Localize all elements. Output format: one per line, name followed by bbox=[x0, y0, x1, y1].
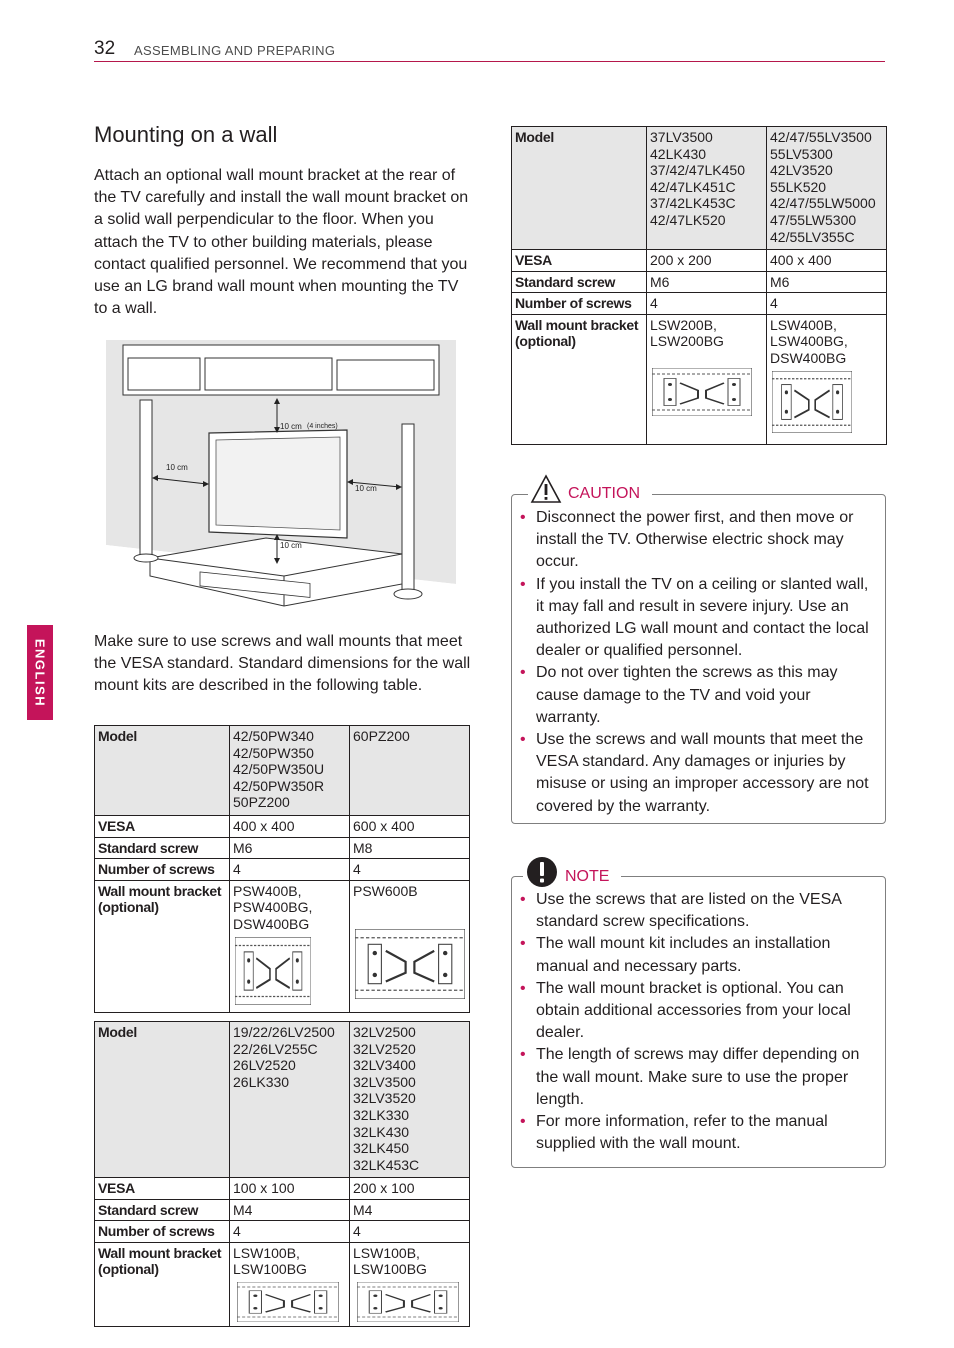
row-label-count: Number of screws bbox=[95, 1221, 230, 1243]
screw-cell: M6 bbox=[767, 271, 887, 293]
warning-triangle-icon bbox=[530, 474, 562, 504]
note-item: • Use the screws that are listed on the VESA standard screw specifications. bbox=[511, 889, 876, 933]
cabinet-door-right bbox=[337, 360, 434, 390]
note-item: • The wall mount kit includes an installation manual and necessary parts. bbox=[511, 933, 876, 977]
row-label-count: Number of screws bbox=[95, 859, 230, 881]
row-label-screw: Standard screw bbox=[95, 1199, 230, 1221]
vesa-paragraph: Make sure to use screws and wall mounts that meet the VESA standard. Standard dimensions for the wall mount kits are described in the following table. bbox=[94, 633, 471, 695]
spec-table-1 bbox=[94, 725, 470, 1013]
row-label-bracket: Wall mount bracket (optional) bbox=[95, 1242, 230, 1326]
speaker-right bbox=[402, 424, 414, 592]
note-heading: NOTE bbox=[559, 868, 617, 888]
caution-item: • Use the screws and wall mounts that meet the VESA standard. Any damages or injuries by misuse or using an improper accessory are not covered by the warranty. bbox=[511, 729, 876, 818]
count-cell: 4 bbox=[230, 859, 350, 881]
screw-cell: M4 bbox=[350, 1199, 470, 1221]
caution-item: • Disconnect the power first, and then move or install the TV. Otherwise electric shock may occur. bbox=[511, 507, 876, 574]
count-cell: 4 bbox=[350, 859, 470, 881]
model-cell: 19/22/26LV2500 22/26LV255C 26LV2520 26LK330 bbox=[230, 1022, 350, 1178]
cabinet-door-left bbox=[128, 358, 200, 390]
bracket-image bbox=[235, 937, 311, 1005]
row-label-count: Number of screws bbox=[512, 293, 647, 315]
screw-cell: M4 bbox=[230, 1199, 350, 1221]
row-label-model: Model bbox=[95, 1022, 230, 1178]
bracket-image bbox=[237, 1282, 339, 1322]
speaker-left bbox=[140, 400, 152, 558]
model-cell: 42/50PW340 42/50PW350 42/50PW350U 42/50PW350R 50PZ200 bbox=[230, 726, 350, 816]
language-tab-label: ENGLISH bbox=[32, 638, 48, 707]
row-label-bracket: Wall mount bracket (optional) bbox=[512, 314, 647, 444]
screw-cell: M6 bbox=[647, 271, 767, 293]
bracket-image bbox=[357, 1282, 459, 1322]
bracket-image bbox=[355, 929, 465, 999]
row-label-vesa: VESA bbox=[512, 250, 647, 272]
row-label-vesa: VESA bbox=[95, 1178, 230, 1200]
bracket-cell: LSW100B, LSW100BG bbox=[350, 1242, 470, 1326]
model-cell: 37LV3500 42LK430 37/42/47LK450 42/47LK451C 37/42LK453C 42/47LK520 bbox=[647, 127, 767, 250]
caution-item: • Do not over tighten the screws as this may cause damage to the TV and void your warranty. bbox=[511, 662, 876, 729]
spec-table-3 bbox=[511, 126, 887, 445]
note-header bbox=[523, 856, 621, 888]
page-number: 32 bbox=[94, 38, 116, 59]
intro-paragraph: Attach an optional wall mount bracket at the rear of the TV carefully and install the wall mount bracket on a solid wall perpendicular to the floor. When you attach the TV to other building materials, please contact qualified personnel. We recommend that you use an LG brand wall mount when mounting the TV to a wall. bbox=[94, 167, 469, 318]
note-list bbox=[511, 889, 876, 1155]
model-cell: 60PZ200 bbox=[350, 726, 470, 816]
vesa-cell: 100 x 100 bbox=[230, 1178, 350, 1200]
bracket-cell: LSW200B, LSW200BG bbox=[647, 314, 767, 444]
count-cell: 4 bbox=[350, 1221, 470, 1243]
note-item: • The length of screws may differ depending on the wall mount. Make sure to use the proper length. bbox=[511, 1044, 876, 1111]
cabinet-door-middle bbox=[205, 358, 332, 390]
row-label-model: Model bbox=[95, 726, 230, 816]
bracket-cell: LSW100B, LSW100BG bbox=[230, 1242, 350, 1326]
label-right: 10 cm bbox=[355, 484, 377, 493]
model-cell: 32LV2500 32LV2520 32LV3400 32LV3500 32LV3520 32LK330 32LK430 32LK450 32LK453C bbox=[350, 1022, 470, 1178]
header-rule bbox=[94, 61, 885, 62]
vesa-cell: 200 x 100 bbox=[350, 1178, 470, 1200]
page-title: Mounting on a wall bbox=[94, 122, 278, 147]
row-label-screw: Standard screw bbox=[95, 837, 230, 859]
screw-cell: M8 bbox=[350, 837, 470, 859]
screw-cell: M6 bbox=[230, 837, 350, 859]
count-cell: 4 bbox=[647, 293, 767, 315]
vesa-cell: 600 x 400 bbox=[350, 816, 470, 838]
caution-item: • If you install the TV on a ceiling or slanted wall, it may fall and result in severe injury. Use an authorized LG wall mount and contact the local dealer or qualified personnel. bbox=[511, 574, 876, 663]
exclamation-icon bbox=[525, 856, 559, 888]
label-top: 10 cm bbox=[280, 422, 302, 431]
label-left: 10 cm bbox=[166, 463, 188, 472]
caution-list bbox=[511, 507, 876, 818]
bracket-cell: LSW400B, LSW400BG, DSW400BG bbox=[767, 314, 887, 444]
note-item: • For more information, refer to the manual supplied with the wall mount. bbox=[511, 1111, 876, 1155]
note-item: • The wall mount bracket is optional. You can obtain additional accessories from your local dealer. bbox=[511, 978, 876, 1045]
row-label-vesa: VESA bbox=[95, 816, 230, 838]
count-cell: 4 bbox=[767, 293, 887, 315]
spec-table-2 bbox=[94, 1021, 470, 1327]
model-cell: 42/47/55LV3500 55LV5300 42LV3520 55LK520 42/47/55LW5000 47/55LW5300 42/55LV355C bbox=[767, 127, 887, 250]
label-top-note: (4 inches) bbox=[307, 423, 338, 430]
section-title: ASSEMBLING AND PREPARING bbox=[134, 43, 336, 58]
caution-header bbox=[528, 474, 652, 504]
vesa-cell: 200 x 200 bbox=[647, 250, 767, 272]
bracket-cell: PSW400B, PSW400BG, DSW400BG bbox=[230, 880, 350, 1012]
row-label-bracket: Wall mount bracket (optional) bbox=[95, 880, 230, 1012]
row-label-model: Model bbox=[512, 127, 647, 250]
vesa-cell: 400 x 400 bbox=[230, 816, 350, 838]
label-bottom: 10 cm bbox=[280, 541, 302, 550]
bracket-cell: PSW600B bbox=[350, 880, 470, 1012]
wall-mount-illustration bbox=[106, 340, 458, 608]
caution-heading: CAUTION bbox=[562, 485, 648, 504]
count-cell: 4 bbox=[230, 1221, 350, 1243]
bracket-image bbox=[652, 368, 752, 416]
tv-screen bbox=[216, 437, 340, 530]
vesa-cell: 400 x 400 bbox=[767, 250, 887, 272]
bracket-image bbox=[772, 371, 852, 433]
language-tab bbox=[27, 625, 53, 720]
row-label-screw: Standard screw bbox=[512, 271, 647, 293]
